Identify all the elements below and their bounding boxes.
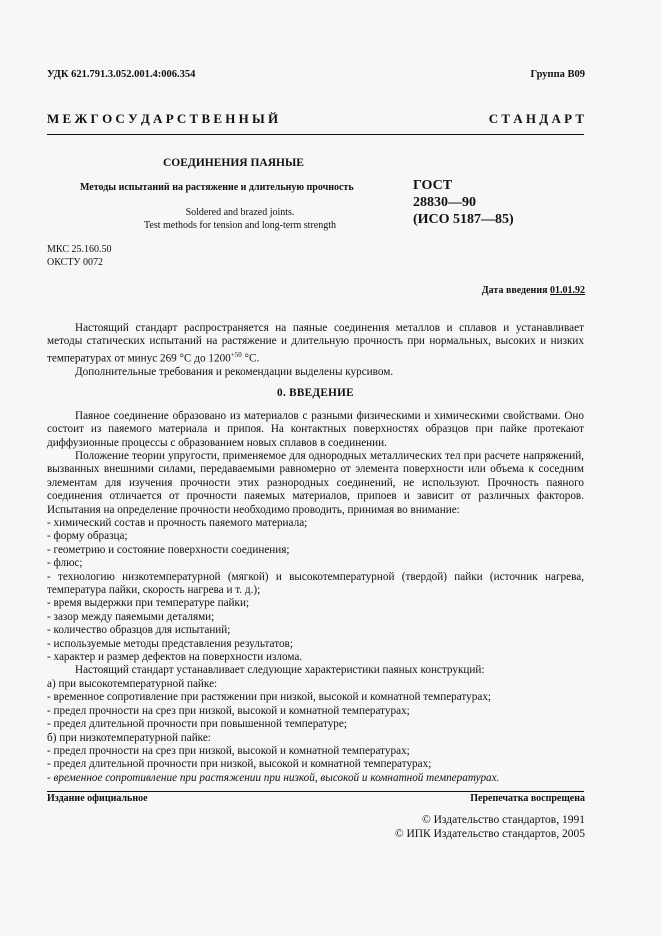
list-item: - время выдержки при температуре пайки; bbox=[47, 597, 250, 610]
list-item: - количество образцов для испытаний; bbox=[47, 624, 231, 637]
list-item: - предел длительной прочности при низкой, высокой и комнатной температурах; bbox=[47, 758, 432, 771]
document-title: СОЕДИНЕНИЯ ПАЯНЫЕ bbox=[163, 157, 304, 169]
list-label-b: б) при низкотемпературной пайке: bbox=[47, 731, 211, 744]
intro-text-end: °С. bbox=[241, 352, 260, 365]
list-item: - флюс; bbox=[47, 557, 83, 570]
list-item: - геометрию и состояние поверхности соединения; bbox=[47, 543, 290, 556]
copyright-block bbox=[395, 814, 585, 841]
section-heading: 0. ВВЕДЕНИЕ bbox=[277, 387, 354, 400]
iso-number: (ИСО 5187—85) bbox=[413, 212, 514, 227]
list-item: - временное сопротивление при растяжении при низкой, высокой и комнатной температурах; bbox=[47, 691, 492, 704]
temp-superscript: +50 bbox=[230, 350, 242, 359]
section-paragraph-3: Настоящий стандарт устанавливает следующие характеристики паяных конструкций: bbox=[75, 664, 485, 677]
banner-rule bbox=[47, 134, 584, 135]
intro-note: Дополнительные требования и рекомендации выделены курсивом. bbox=[75, 365, 394, 378]
list-item: - форму образца; bbox=[47, 530, 128, 543]
list-item: - зазор между паяемыми деталями; bbox=[47, 610, 215, 623]
date-label: Дата введения bbox=[481, 285, 550, 296]
date-value: 01.01.92 bbox=[550, 285, 585, 296]
copyright-2: © ИПК Издательство стандартов, 2005 bbox=[394, 827, 585, 840]
classification-codes bbox=[47, 243, 111, 269]
intro-block bbox=[47, 322, 584, 785]
mks-code: МКС 25.160.50 bbox=[47, 244, 112, 255]
list-item: - технологию низкотемпературной (мягкой) и высокотемпературной (твердой) пайки (источник нагрева, температура пайки, скорость нагрева и т. д.); bbox=[47, 570, 584, 597]
section-paragraph-1: Паяное соединение образовано из материалов с разными физическими и химическими свойствами. Оно состоит из паяемого материала и припоя. На контактных поверхностях образцов при пайке протекают диффузионные процессы с образованием новых сплавов в соединении. bbox=[47, 409, 584, 449]
list-item: - предел прочности на срез при низкой, высокой и комнатной температурах; bbox=[47, 744, 410, 757]
factor-list bbox=[47, 517, 584, 664]
reprint-notice: Перепечатка воспрещена bbox=[470, 793, 585, 804]
intro-paragraph bbox=[47, 322, 584, 366]
list-item: - предел длительной прочности при повышенной температуре; bbox=[47, 718, 347, 731]
english-title bbox=[70, 206, 410, 232]
list-label-a: а) при высокотемпературной пайке: bbox=[47, 677, 218, 690]
group-code: Группа В09 bbox=[530, 69, 585, 80]
standard-banner bbox=[47, 111, 584, 127]
footer-rule bbox=[47, 791, 584, 792]
banner-right: С Т А Н Д А Р Т bbox=[488, 111, 584, 126]
gost-designation bbox=[413, 177, 514, 228]
gost-line1: ГОСТ bbox=[413, 178, 453, 193]
list-item: - предел прочности на срез при низкой, высокой и комнатной температурах; bbox=[47, 704, 410, 717]
english-title-line1: Soldered and brazed joints. bbox=[185, 207, 295, 218]
document-subtitle: Методы испытаний на растяжение и длительную прочность bbox=[80, 182, 354, 193]
list-item-italic: - временное сопротивление при растяжении при низкой, высокой и комнатной температурах. bbox=[47, 771, 500, 784]
section-paragraph-2: Положение теории упругости, применяемое для однородных металлических тел при расчете напряжений, вызванных внешними силами, передаваемыми равномерно от элемента поверхности или объема к соседним элементам для изучения прочности этих разнородных соединений, не используют. Прочность паяного соединения отличается от прочности паяемых материалов, припоев и зависит от различных факторов. Испытания на определение прочности необходимо проводить, принимая во внимание: bbox=[47, 449, 584, 516]
gost-number: 28830—90 bbox=[413, 195, 476, 210]
okstu-code: ОКСТУ 0072 bbox=[47, 257, 104, 268]
introduction-date bbox=[482, 285, 585, 296]
list-item: - используемые методы представления результатов; bbox=[47, 637, 293, 650]
copyright-1: © Издательство стандартов, 1991 bbox=[421, 814, 585, 826]
list-item: - характер и размер дефектов на поверхности излома. bbox=[47, 651, 303, 664]
official-edition: Издание официальное bbox=[47, 793, 148, 804]
intro-text: Настоящий стандарт распространяется на паяные соединения металлов и сплавов и устанавливает методы статических испытаний на растяжение и длительную прочность при нормальных, высоких и низких температурах от минус 269 °С до 1200 bbox=[47, 322, 584, 365]
list-item: - химический состав и прочность паяемого материала; bbox=[47, 517, 308, 530]
english-title-line2: Test methods for tension and long-term strength bbox=[143, 220, 337, 231]
banner-left: М Е Ж Г О С У Д А Р С Т В Е Н Н Ы Й bbox=[47, 111, 279, 126]
udk-code: УДК 621.791.3.052.001.4:006.354 bbox=[47, 69, 196, 80]
